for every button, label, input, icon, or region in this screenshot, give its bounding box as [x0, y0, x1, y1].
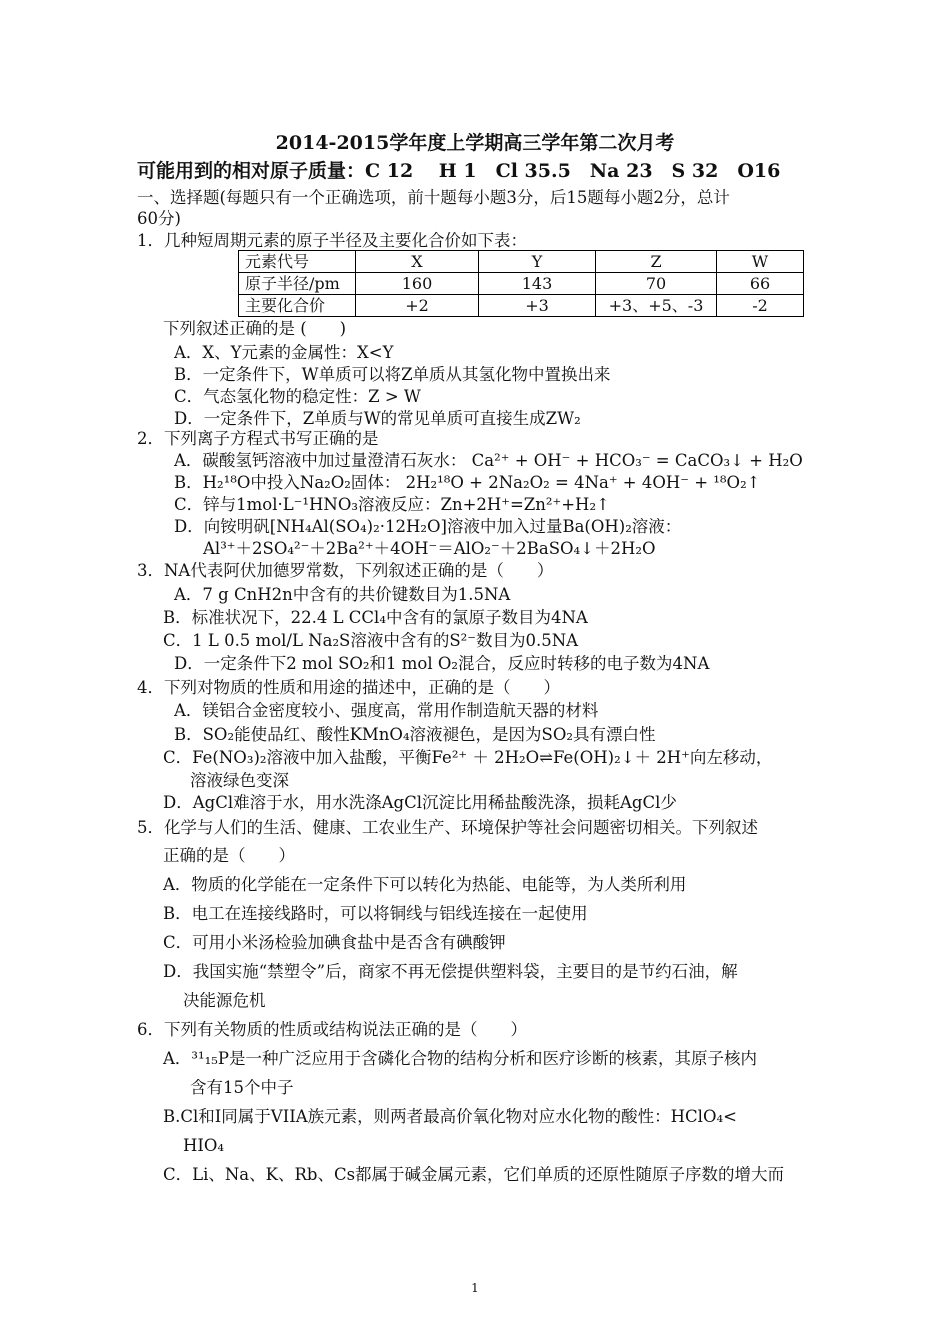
q1-ask: 下列叙述正确的是 ( ): [163, 319, 347, 338]
table-cell: 原子半径/pm: [239, 273, 356, 295]
q4-option-b: B．SO₂能使品红、酸性KMnO₄溶液褪色，是因为SO₂具有漂白性: [174, 725, 656, 744]
table-cell: +3: [479, 295, 596, 317]
table-row: [239, 273, 804, 295]
q6-option-c: C．Li、Na、K、Rb、Cs都属于碱金属元素，它们单质的还原性随原子序数的增大而: [163, 1165, 785, 1184]
q2-option-d: D．向铵明矾[NH₄Al(SO₄)₂·12H₂O]溶液中加入过量Ba(OH)₂溶液：: [174, 517, 682, 536]
q3-stem: 3．NA代表阿伏加德罗常数，下列叙述正确的是（ ）: [137, 561, 554, 580]
q5-option-b: B．电工在连接线路时，可以将铜线与铝线连接在一起使用: [163, 904, 588, 923]
table-cell: 143: [479, 273, 596, 295]
q5-option-d: D．我国实施“禁塑令”后，商家不再无偿提供塑料袋，主要目的是节约石油，解: [163, 962, 738, 981]
q2-option-c: C．锌与1mol·L⁻¹HNO₃溶液反应：Zn+2H⁺=Zn²⁺+H₂↑: [174, 495, 610, 514]
q1-option-d: D．一定条件下，Z单质与W的常见单质可直接生成ZW₂: [174, 409, 581, 428]
q6-option-b: B.Cl和I同属于VIIA族元素，则两者最高价氧化物对应水化物的酸性：HClO₄<: [163, 1107, 737, 1126]
q6-option-b-cont: HIO₄: [183, 1136, 225, 1155]
table-cell: 70: [596, 273, 717, 295]
q5-option-d-cont: 决能源危机: [183, 991, 266, 1010]
section-heading-cont: 60分): [137, 209, 181, 228]
q1-option-a: A．X、Y元素的金属性：X<Y: [174, 343, 394, 362]
q2-option-a: A．碳酸氢钙溶液中加过量澄清石灰水： Ca²⁺ + OH⁻ + HCO₃⁻ = CaCO₃↓ + H₂O: [174, 451, 803, 470]
page-number: 1: [471, 1281, 479, 1295]
table-cell: Z: [596, 251, 717, 273]
q3-option-a: A．7 g CnH2n中含有的共价键数目为1.5NA: [174, 585, 511, 604]
q4-option-d: D．AgCl难溶于水，用水洗涤AgCl沉淀比用稀盐酸洗涤，损耗AgCl少: [163, 793, 677, 812]
table-cell: 元素代号: [239, 251, 356, 273]
table-row: [239, 295, 804, 317]
q3-option-c: C．1 L 0.5 mol/L Na₂S溶液中含有的S²⁻数目为0.5NA: [163, 631, 579, 650]
page-title: 2014-2015学年度上学期高三学年第二次月考: [275, 132, 675, 154]
q1-option-b: B．一定条件下，W单质可以将Z单质从其氢化物中置换出来: [174, 365, 611, 384]
q6-option-a: A．³¹₁₅P是一种广泛应用于含磷化合物的结构分析和医疗诊断的核素，其原子核内: [163, 1049, 757, 1068]
q3-option-d: D．一定条件下2 mol SO₂和1 mol O₂混合，反应时转移的电子数为4NA: [174, 654, 710, 673]
q2-stem: 2．下列离子方程式书写正确的是: [137, 429, 379, 448]
q1-stem: 1．几种短周期元素的原子半径及主要化合价如下表：: [137, 231, 527, 250]
q5-option-c: C．可用小米汤检验加碘食盐中是否含有碘酸钾: [163, 933, 506, 952]
table-cell: 主要化合价: [239, 295, 356, 317]
q2-option-d-equation: Al³⁺＋2SO₄²⁻＋2Ba²⁺＋4OH⁻＝AlO₂⁻＋2BaSO₄↓＋2H₂O: [203, 539, 656, 558]
q2-option-b: B．H₂¹⁸O中投入Na₂O₂固体： 2H₂¹⁸O + 2Na₂O₂ = 4Na⁺ + 4OH⁻ + ¹⁸O₂↑: [174, 473, 761, 492]
element-table: [238, 250, 804, 317]
q4-stem: 4．下列对物质的性质和用途的描述中，正确的是（ ）: [137, 678, 560, 697]
table-cell: Y: [479, 251, 596, 273]
table-row: [239, 251, 804, 273]
q4-option-c: C．Fe(NO₃)₂溶液中加入盐酸，平衡Fe²⁺ ＋ 2H₂O⇌Fe(OH)₂↓＋ 2H⁺向左移动，: [163, 748, 773, 767]
q1-option-c: C．气态氢化物的稳定性：Z > W: [174, 387, 421, 406]
q6-option-a-cont: 含有15个中子: [190, 1078, 294, 1097]
q5-stem-cont: 正确的是（ ）: [163, 846, 295, 865]
q4-option-a: A．镁铝合金密度较小、强度高，常用作制造航天器的材料: [174, 701, 599, 720]
table-cell: +2: [356, 295, 479, 317]
table-cell: -2: [717, 295, 804, 317]
table-cell: W: [717, 251, 804, 273]
table-cell: 66: [717, 273, 804, 295]
table-cell: X: [356, 251, 479, 273]
q5-option-a: A．物质的化学能在一定条件下可以转化为热能、电能等，为人类所利用: [163, 875, 687, 894]
q3-option-b: B．标准状况下，22.4 L CCl₄中含有的氯原子数目为4NA: [163, 608, 588, 627]
table-cell: 160: [356, 273, 479, 295]
q5-stem: 5．化学与人们的生活、健康、工农业生产、环境保护等社会问题密切相关。下列叙述: [137, 818, 758, 837]
q4-option-c-cont: 溶液绿色变深: [190, 771, 289, 790]
atomic-mass-line: 可能用到的相对原子质量：C 12 H 1 Cl 35.5 Na 23 S 32 O16: [137, 160, 781, 182]
section-heading: 一、选择题(每题只有一个正确选项，前十题每小题3分，后15题每小题2分，总计: [137, 188, 730, 207]
q6-stem: 6．下列有关物质的性质或结构说法正确的是（ ）: [137, 1020, 527, 1039]
table-cell: +3、+5、-3: [596, 295, 717, 317]
